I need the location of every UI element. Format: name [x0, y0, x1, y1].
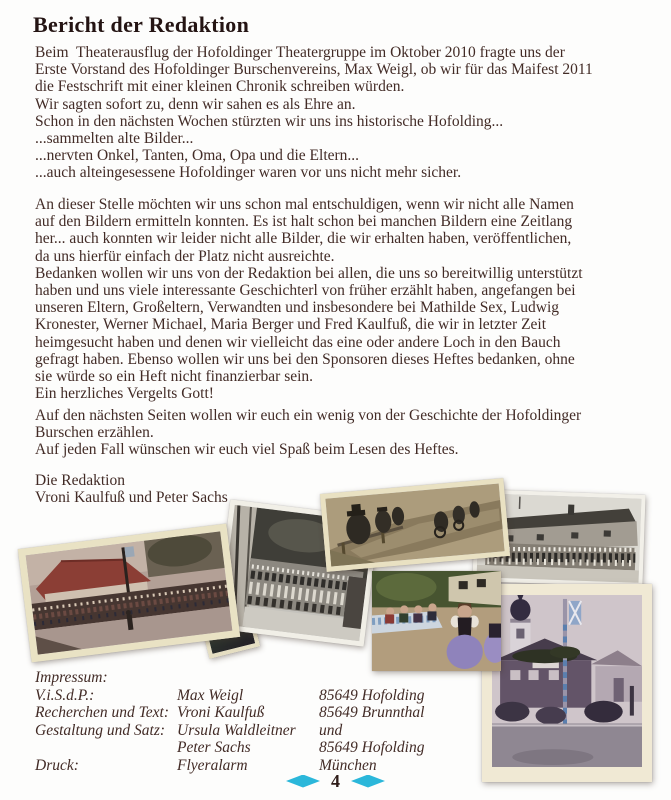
text-line: ...sammelten alte Bilder... — [35, 130, 194, 148]
impressum-name: Flyeralarm — [177, 756, 248, 774]
maypole-photo-graphic — [492, 595, 642, 767]
impressum-place: und — [319, 721, 343, 739]
dancers-photo-graphic — [372, 571, 501, 671]
paragraph-outlook — [35, 407, 651, 459]
text-line: haben und uns viele interessante Geschichterl von früher erzählt haben, angefangen bei — [35, 282, 576, 300]
sepia-men-on-road-with-motorbikes-photo — [320, 478, 510, 572]
impressum-name: Peter Sachs — [177, 739, 251, 757]
text-line: Die Redaktion — [35, 472, 125, 489]
text-line: sie würde so ein Heft nicht finanzierbar sein. — [35, 368, 314, 386]
diamond-icon — [286, 775, 320, 788]
impressum-rows — [35, 687, 491, 775]
paragraph-thanks — [35, 196, 651, 402]
impressum-block — [35, 669, 491, 775]
impressum-label: Druck: — [35, 756, 79, 774]
impressum-row — [35, 687, 491, 705]
impressum-name: Vroni Kaulfuß — [177, 704, 265, 722]
text-line: Auf jeden Fall wünschen wir euch viel Spaß beim Lesen des Heftes. — [35, 441, 459, 459]
text-line: Auf den nächsten Seiten wollen wir euch ein wenig von der Geschichte der Hofoldinger — [35, 407, 582, 424]
text-line: Schon in den nächsten Wochen stürzten wir uns ins historische Hofolding... — [35, 112, 504, 130]
text-line: gefragt haben. Ebenso wollen wir uns bei den Sponsoren dieses Heftes bedanken, ohne — [35, 350, 575, 368]
page-title: Bericht der Redaktion — [33, 12, 250, 37]
text-line: ...nervten Onkel, Tanten, Oma, Opa und die Eltern... — [35, 147, 360, 165]
color-maypole-village-church-photo — [482, 584, 652, 782]
text-line: Wir sagten sofort zu, denn wir sahen es als Ehre an. — [35, 95, 356, 113]
impressum-label: V.i.S.d.P.: — [35, 686, 95, 704]
color-dirndl-dancers-photo — [372, 571, 501, 671]
crowd-photo-graphic — [26, 531, 233, 654]
text-line: da uns hierfür einfach der Platz nicht ausreichte. — [35, 247, 335, 265]
impressum-label — [35, 739, 177, 757]
text-line: heimgesucht haben und denen wir vielleicht das eine oder andere Loch in den Bauch — [35, 333, 561, 351]
text-line: Ein herzliches Vergelts Gott! — [35, 385, 214, 403]
paragraph-intro — [35, 44, 651, 182]
impressum-place: 85649 Hofolding — [319, 739, 425, 757]
impressum-place: 85649 Brunnthal — [319, 704, 425, 722]
text-line: unseren Eltern, Großeltern, Verwandten und insbesondere bei Mathilde Sex, Ludwig — [35, 299, 559, 317]
impressum-place: 85649 Hofolding — [319, 686, 425, 704]
text-line: An dieser Stelle möchten wir uns schon mal entschuldigen, wenn wir nicht alle Namen — [35, 196, 574, 213]
impressum-row — [35, 704, 491, 722]
impressum-place: München — [319, 756, 377, 774]
impressum-heading: Impressum: — [35, 669, 108, 686]
text-line: ...auch alteingesessene Hofoldinger waren vor uns nicht mehr sicher. — [35, 164, 462, 182]
text-line: die Festschrift mit einer kleinen Chronik schreiben würden. — [35, 78, 405, 96]
impressum-row — [35, 739, 491, 757]
impressum-label: Gestaltung und Satz: — [35, 721, 166, 739]
page-number: 4 — [331, 771, 340, 791]
text-line: Bedanken wollen wir uns von der Redaktion bei allen, die uns so bereitwillig unterstützt — [35, 264, 583, 282]
text-line: Kronester, Werner Michael, Maria Berger und Fred Kaulfuß, die wir in letzter Zeit — [35, 316, 547, 334]
text-line: her... auch konnten wir leider nicht alle Bilder, die wir erhalten haben, veröffentlichen, — [35, 230, 572, 248]
text-line: Vroni Kaulfuß und Peter Sachs — [35, 489, 228, 507]
impressum-name: Max Weigl — [177, 686, 244, 704]
text-line: Beim Theaterausflug der Hofoldinger Theatergruppe im Oktober 2010 fragte uns der — [35, 44, 565, 61]
impressum-label: Recherchen und Text: — [35, 704, 169, 722]
text-line: Burschen erzählen. — [35, 424, 154, 442]
impressum-name: Ursula Waldleitner — [177, 721, 296, 739]
text-line: Erste Vorstand des Hofoldinger Burschenvereins, Max Weigl, ob wir für das Maifest 2011 — [35, 61, 593, 79]
diamond-icon — [351, 775, 385, 788]
men-road-photo-graphic — [325, 484, 504, 567]
text-line: auf den Bildern ermitteln konnten. Es ist halt schon bei manchen Bildern eine Zeitlang — [35, 213, 573, 231]
impressum-row — [35, 722, 491, 740]
